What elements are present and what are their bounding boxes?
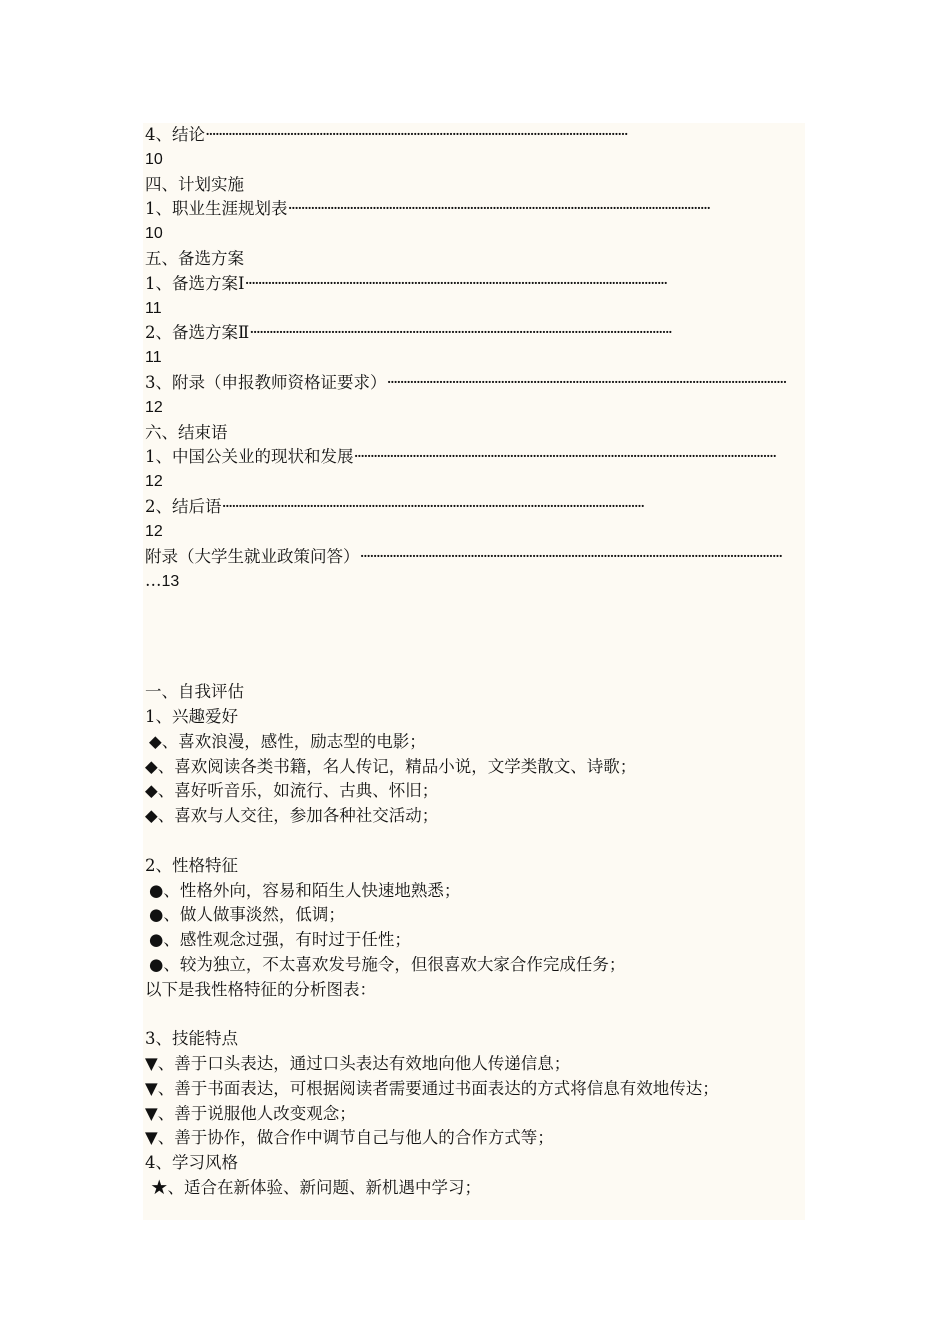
toc-leader xyxy=(222,495,788,520)
toc-page-number: 10 xyxy=(145,225,163,243)
toc-page-number: 12 xyxy=(145,473,163,491)
toc-heading: 六、结束语 xyxy=(145,422,228,442)
toc-label: 2、备选方案Ⅱ xyxy=(145,323,250,343)
toc-leader xyxy=(245,272,787,297)
list-item: ●、性格外向，容易和陌生人快速地熟悉； xyxy=(149,880,461,900)
toc-label: 1、职业生涯规划表 xyxy=(145,199,288,219)
toc-appendix-entry xyxy=(143,545,805,595)
list-item: ◆、喜欢与人交往，参加各种社交活动； xyxy=(145,806,439,826)
toc-page-number: 12 xyxy=(145,398,163,416)
list-item: ●、做人做事淡然，低调； xyxy=(149,905,345,925)
toc-page-number: 11 xyxy=(145,299,162,317)
list-item: ◆、喜欢阅读各类书籍，名人传记，精品小说，文学类散文、诗歌； xyxy=(145,756,637,776)
toc-page-number: 11 xyxy=(145,349,162,367)
toc-leader xyxy=(360,545,798,570)
paragraph-note: 以下是我性格特征的分析图表： xyxy=(145,979,376,999)
toc-page-number: 12 xyxy=(145,522,163,540)
toc-leader xyxy=(249,321,787,346)
list-item: ◆、喜欢浪漫，感性，励志型的电影； xyxy=(149,731,426,751)
toc-entry xyxy=(143,371,805,421)
toc-entry xyxy=(143,197,805,247)
toc-entry xyxy=(143,321,805,371)
toc-heading: 五、备选方案 xyxy=(145,248,244,268)
toc-label: 附录（大学生就业政策问答） xyxy=(145,546,360,566)
subsection-title: 4、学习风格 xyxy=(145,1153,238,1173)
toc-leader xyxy=(288,197,788,222)
list-item: ▼、善于书面表达，可根据阅读者需要通过书面表达的方式将信息有效地传达； xyxy=(145,1078,719,1098)
toc-leader xyxy=(205,123,787,148)
list-item: ▼、善于口头表达，通过口头表达有效地向他人传递信息； xyxy=(145,1054,571,1074)
toc-label: 2、结后语 xyxy=(145,496,222,516)
toc-entry xyxy=(143,495,805,545)
list-item: ◆、喜好听音乐，如流行、古典、怀旧； xyxy=(145,781,439,801)
toc-label: 3、附录（申报教师资格证要求） xyxy=(145,372,387,392)
toc-label: 4、结论 xyxy=(145,125,205,144)
toc-page-number: 13 xyxy=(161,573,180,591)
toc-entry xyxy=(143,272,805,322)
toc-entry xyxy=(143,445,805,495)
subsection-title: 3、技能特点 xyxy=(145,1029,238,1049)
toc-entry xyxy=(143,123,805,173)
list-item: ●、较为独立，不太喜欢发号施令，但很喜欢大家合作完成任务； xyxy=(149,954,626,974)
list-item: ▼、善于说服他人改变观念； xyxy=(145,1103,356,1123)
section-title: 一、自我评估 xyxy=(145,682,244,702)
toc-page-prefix: … xyxy=(145,571,162,591)
list-item: ▼、善于协作，做合作中调节自己与他人的合作方式等； xyxy=(145,1128,554,1148)
toc-label: 1、中国公关业的现状和发展 xyxy=(145,447,354,467)
toc-label: 1、备选方案Ⅰ xyxy=(145,273,245,293)
list-item: ●、感性观念过强，有时过于任性； xyxy=(149,930,411,950)
toc-heading: 四、计划实施 xyxy=(145,174,244,194)
toc-leader xyxy=(387,371,788,396)
document-page xyxy=(143,123,805,1220)
toc-page-number: 10 xyxy=(145,150,163,168)
subsection-title: 1、兴趣爱好 xyxy=(145,706,238,726)
list-item: ★、适合在新体验、新问题、新机遇中学习； xyxy=(151,1178,481,1198)
subsection-title: 2、性格特征 xyxy=(145,855,238,875)
toc-leader xyxy=(354,445,788,470)
